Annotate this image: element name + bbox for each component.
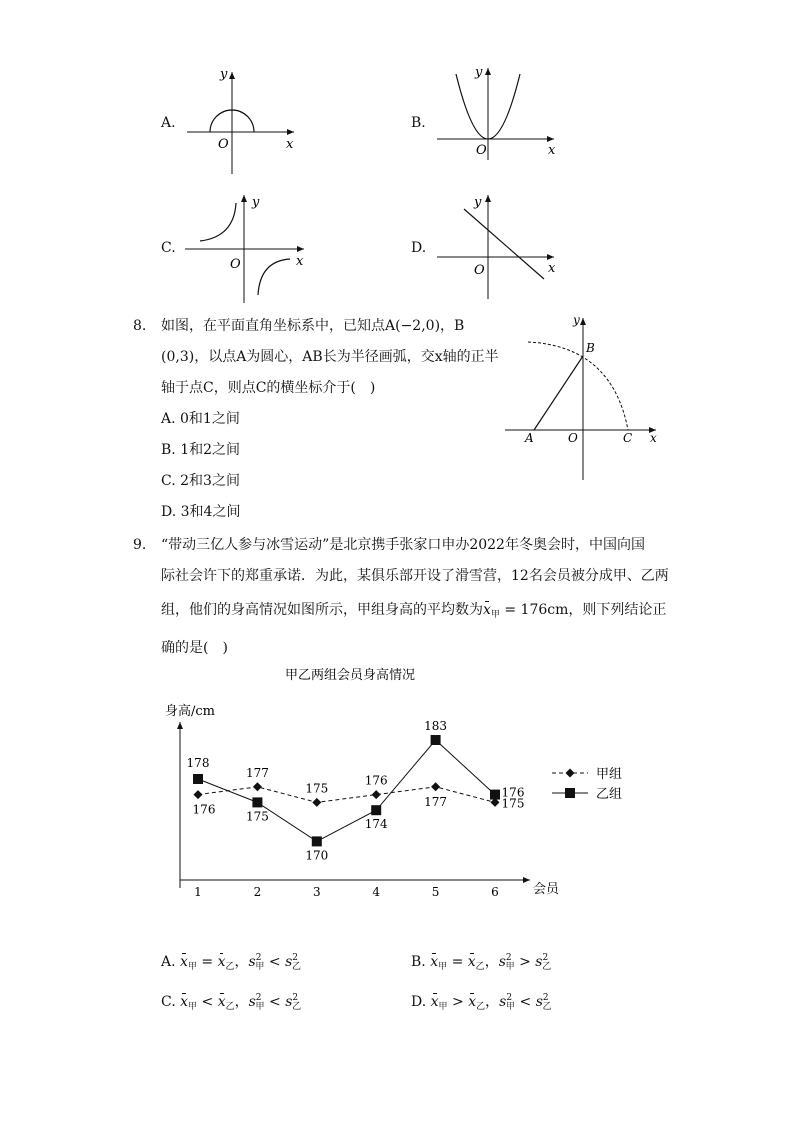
sub-yi: 乙	[476, 1002, 486, 1012]
q9-mean-sub: 甲	[490, 610, 500, 620]
q8-choice-c-text: 2和3之间	[180, 473, 240, 489]
series-line-jia	[198, 787, 495, 803]
sq: 2	[506, 993, 513, 1003]
q7a-x-label: x	[286, 137, 294, 152]
q9-choice-label: A.	[161, 954, 176, 970]
legend-jia-marker	[566, 769, 575, 778]
q7-option-b-label: B.	[411, 115, 426, 131]
q9-number: 9.	[133, 537, 147, 553]
variance-symbol: s	[248, 994, 256, 1010]
legend-jia-label: 甲组	[596, 767, 623, 782]
sub-jia: 甲	[505, 962, 515, 972]
q7a-y-label: y	[220, 67, 228, 82]
q8-choice-d-text: 3和4之间	[180, 504, 241, 520]
sub-jia: 甲	[506, 1002, 516, 1012]
sq: 2	[255, 953, 262, 963]
sub-jia: 甲	[438, 962, 448, 972]
mean-operator: =	[201, 954, 214, 970]
x-tick-label-3: 3	[312, 885, 321, 899]
q8-choice-b-text: 1和2之间	[180, 442, 241, 458]
sub-yi: 乙	[542, 1002, 552, 1012]
mean-symbol: x	[467, 954, 476, 970]
q9-stem-line3	[161, 600, 666, 625]
sq: 2	[542, 953, 549, 963]
jia-data-label-2: 177	[245, 765, 269, 780]
q7b-origin: O	[476, 143, 487, 158]
q8-stem-line1: 如图，在平面直角坐标系中，已知点A(−2,0)，B	[161, 318, 465, 334]
sub-yi: 乙	[542, 962, 552, 972]
q8-choice-b[interactable]	[161, 440, 240, 460]
q8-number: 8.	[133, 318, 147, 334]
sub-yi: 乙	[292, 962, 302, 972]
jia-data-label-4: 176	[364, 773, 388, 788]
q7-option-a-label: A.	[161, 115, 176, 131]
yi-point-4	[371, 805, 381, 815]
mean-symbol: x	[180, 954, 188, 970]
legend-yi-label: 乙组	[596, 787, 623, 802]
variance-symbol: s	[535, 994, 543, 1010]
q7b-y-label: y	[475, 65, 483, 80]
jia-data-label-5: 177	[424, 794, 448, 809]
q8-point-a: A	[525, 431, 534, 445]
chart-x-label: 会员	[532, 882, 560, 897]
q7d-y-label: y	[474, 195, 482, 210]
mean-symbol: x	[217, 954, 226, 970]
mean-operator: <	[201, 994, 214, 1010]
jia-data-label-1: 176	[192, 802, 216, 817]
q8-stem-line3: 轴于点C，则点C的横坐标介于( )	[161, 380, 376, 396]
mean-symbol: x	[180, 994, 189, 1010]
yi-point-1	[193, 774, 203, 784]
mean-symbol: x	[430, 994, 439, 1010]
variance-symbol: s	[285, 994, 293, 1010]
q7c-y-label: y	[252, 195, 260, 210]
sub-yi: 乙	[225, 1002, 235, 1012]
yi-data-label-5: 183	[424, 719, 448, 733]
jia-point-5	[431, 782, 440, 791]
q9-stem-line4: 确的是( )	[161, 640, 228, 656]
jia-data-label-3: 175	[305, 781, 329, 796]
sub-jia: 甲	[187, 962, 197, 972]
x-tick-label-2: 2	[253, 885, 262, 899]
sub-jia: 甲	[438, 1002, 448, 1012]
sq: 2	[292, 953, 298, 963]
sub-yi: 乙	[475, 962, 485, 972]
q8-figure	[500, 312, 666, 484]
q7c-x-label: x	[296, 254, 304, 269]
q7-option-d-label: D.	[411, 240, 427, 256]
q7-option-c-label: C.	[161, 240, 176, 256]
q7-graph-d	[432, 193, 564, 303]
variance-operator: <	[269, 994, 281, 1010]
legend-yi-marker	[565, 788, 575, 798]
mean-operator: >	[452, 994, 464, 1010]
variance-symbol: s	[285, 954, 293, 970]
q9-choice-c[interactable]: C. $x_甲 < x_乙$，$s^2_甲 < s^2_乙$	[161, 993, 302, 1012]
sub-jia: 甲	[255, 962, 265, 972]
variance-operator: <	[268, 954, 281, 970]
q9-choice-label: C.	[161, 994, 176, 1010]
sq: 2	[505, 953, 512, 963]
sq: 2	[542, 993, 549, 1003]
q7a-origin: O	[218, 137, 229, 152]
q7d-origin: O	[474, 263, 485, 278]
jia-point-4	[372, 790, 381, 799]
x-tick-label-4: 4	[372, 885, 381, 899]
variance-symbol: s	[535, 954, 543, 970]
q7-graph-a	[182, 62, 302, 177]
x-tick-label-6: 6	[491, 885, 499, 899]
jia-point-3	[312, 798, 321, 807]
yi-data-label-1: 178	[186, 756, 210, 770]
yi-data-label-4: 174	[364, 817, 388, 832]
q7-graph-c	[182, 193, 312, 305]
q7-graph-b	[432, 62, 564, 162]
q9-line3-post: = 176cm，则下列结论正	[499, 602, 667, 618]
sub-yi: 乙	[225, 962, 235, 972]
mean-operator: =	[451, 954, 464, 970]
yi-point-6	[490, 790, 500, 800]
variance-symbol: s	[248, 954, 256, 970]
height-line-chart	[150, 660, 650, 905]
sq: 2	[255, 993, 262, 1003]
q8-choice-a-text: 0和1之间	[180, 411, 240, 427]
yi-data-label-2: 175	[245, 809, 269, 824]
jia-point-2	[253, 782, 262, 791]
q8-x-label: x	[650, 431, 657, 445]
q8-choice-d-label: D.	[161, 504, 177, 520]
yi-data-label-3: 170	[305, 848, 329, 863]
q8-choice-c[interactable]	[161, 471, 240, 491]
yi-point-3	[312, 836, 322, 846]
chart-title: 甲乙两组会员身高情况	[284, 668, 416, 683]
variance-symbol: s	[498, 954, 506, 970]
q9-choice-d[interactable]: D. $x_甲 > x_乙$，$s^2_甲 < s^2_乙$	[411, 993, 552, 1012]
series-line-yi	[198, 740, 495, 841]
q9-choice-label: D.	[411, 994, 427, 1010]
q8-origin: O	[568, 431, 578, 445]
q7c-origin: O	[230, 257, 241, 272]
q8-choice-a-label: A.	[161, 411, 176, 427]
sub-yi: 乙	[292, 1002, 302, 1012]
mean-symbol: x	[430, 954, 439, 970]
mean-symbol: x	[217, 994, 226, 1010]
q7d-x-label: x	[548, 261, 556, 276]
sub-jia: 甲	[255, 1002, 265, 1012]
yi-point-2	[252, 797, 262, 807]
q8-stem-line2: (0,3)，以点A为圆心，AB长为半径画弧，交x轴的正半	[161, 349, 499, 365]
q9-line3-pre: 组，他们的身高情况如图所示，甲组身高的平均数为	[161, 602, 483, 618]
q8-point-b: B	[586, 341, 595, 355]
q9-stem-line1: “带动三亿人参与冰雪运动”是北京携手张家口申办2022年冬奥会时，中国向国	[161, 537, 645, 553]
mean-symbol: x	[468, 994, 477, 1010]
q9-stem-line2: 际社会许下的郑重承诺．为此，某俱乐部开设了滑雪营，12名会员被分成甲、乙两	[161, 568, 669, 584]
variance-operator: <	[519, 994, 532, 1010]
jia-point-1	[194, 790, 203, 799]
sq: 2	[292, 993, 299, 1003]
variance-operator: >	[519, 954, 531, 970]
q9-mean-symbol: x	[483, 602, 491, 618]
jia-data-label-6: 175	[501, 796, 525, 811]
q7b-x-label: x	[548, 143, 556, 158]
q8-choice-a[interactable]	[161, 409, 240, 429]
q8-point-c: C	[623, 431, 633, 445]
q9-choice-a[interactable]: A. $x_甲 = x_乙$，$s^2_甲 < s^2_乙$	[161, 953, 302, 972]
q9-choice-label: B.	[411, 954, 426, 970]
yi-point-5	[431, 735, 441, 745]
q8-choice-d[interactable]	[161, 502, 240, 522]
x-tick-label-1: 1	[194, 885, 202, 899]
variance-symbol: s	[499, 994, 507, 1010]
q8-choice-c-label: C.	[161, 473, 176, 489]
q8-y-label: y	[573, 313, 580, 327]
q8-choice-b-label: B.	[161, 442, 176, 458]
yi-data-label-6: 176	[501, 785, 525, 800]
x-tick-label-5: 5	[431, 885, 440, 899]
chart-y-label: 身高/cm	[165, 704, 215, 719]
sub-jia: 甲	[188, 1002, 198, 1012]
q9-choice-b[interactable]: B. $x_甲 = x_乙$，$s^2_甲 > s^2_乙$	[411, 953, 552, 972]
